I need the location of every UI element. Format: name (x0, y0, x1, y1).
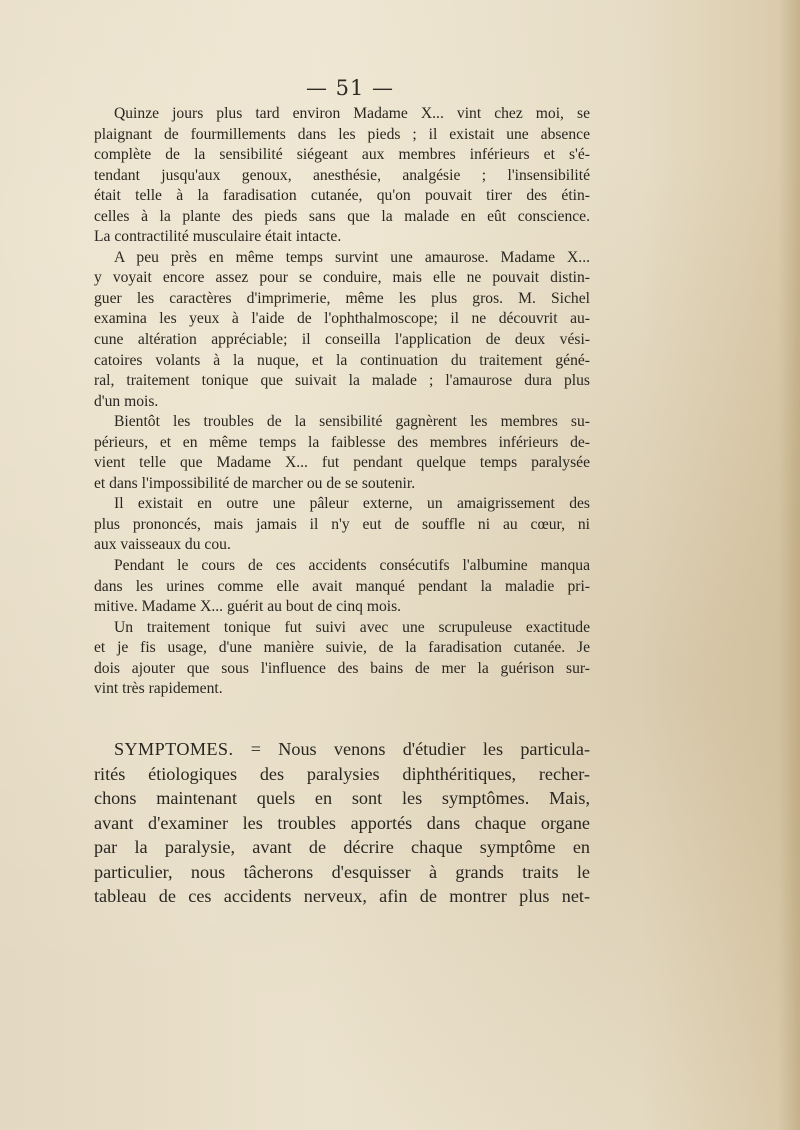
text-line: d'un mois. (94, 392, 159, 410)
text-line: guer les caractères d'imprimerie, même les plus gros. M. Sichel (94, 289, 590, 307)
text-line: périeurs, et en même temps la faiblesse des membres inférieurs de- (94, 433, 590, 451)
text-line: tendant jusqu'aux genoux, anesthésie, analgésie ; l'insensibilité (94, 166, 590, 184)
text-line: plus prononcés, mais jamais il n'y eut de souffle ni au cœur, ni (94, 515, 590, 533)
text-line: catoires volants à la nuque, et la continuation du traitement géné- (94, 351, 590, 369)
symptomes-line: par la paralysie, avant de décrire chaque symptôme en (94, 837, 590, 857)
symptomes-section (94, 737, 590, 909)
symptomes-line: avant d'examiner les troubles apportés dans chaque organe (94, 812, 590, 833)
case-report-text (94, 104, 590, 700)
text-line: celles à la plante des pieds sans que la malade en eût conscience. (94, 207, 590, 225)
text-line: y voyait encore assez pour se conduire, mais elle ne pouvait distin- (94, 269, 590, 287)
symptomes-heading: SYMPTOMES. (114, 739, 234, 759)
symptomes-line: rités étiologiques des paralysies diphthéritiques, recher- (94, 763, 590, 784)
text-line: ral, traitement tonique que suivait la malade ; l'amaurose dura plus (94, 372, 590, 390)
text-line: Un traitement tonique fut suivi avec une scrupuleuse exactitude (114, 618, 590, 636)
text-line: complète de la sensibilité siégeant aux membres inférieurs et s'é- (94, 146, 590, 164)
text-line: vint très rapidement. (94, 680, 223, 698)
text-line: et je fis usage, d'une manière suivie, de la faradisation cutanée. Je (94, 639, 590, 657)
text-line: dois ajouter que sous l'influence des bains de mer la guérison sur- (94, 659, 590, 677)
symptomes-first-line-rest: = Nous venons d'étudier les particula- (250, 739, 590, 759)
symptomes-line: particulier, nous tâcherons d'esquisser à grands traits le (94, 861, 590, 882)
symptomes-line: tableau de ces accidents nerveux, afin de montrer plus net- (94, 886, 590, 906)
text-line: et dans l'impossibilité de marcher ou de se soutenir. (94, 474, 416, 492)
text-line: vient telle que Madame X... fut pendant quelque temps paralysée (94, 454, 590, 472)
text-line: Quinze jours plus tard environ Madame X... vint chez moi, se (114, 105, 590, 122)
text-line: mitive. Madame X... guérit au bout de cinq mois. (94, 598, 402, 616)
symptomes-first-line (94, 737, 590, 762)
text-line: Pendant le cours de ces accidents consécutifs l'albumine manqua (114, 557, 590, 575)
text-line: aux vaisseaux du cou. (94, 536, 231, 554)
symptomes-line: chons maintenant quels en sont les symptômes. Mais, (94, 788, 590, 808)
text-line: examina les yeux à l'aide de l'ophthalmoscope; il ne découvrit au- (94, 310, 590, 328)
text-line: plaignant de fourmillements dans les pieds ; il existait une absence (94, 125, 590, 143)
text-line: cune altération appréciable; il conseilla l'application de deux vési- (94, 331, 590, 349)
text-line: La contractilité musculaire était intacte. (94, 228, 342, 246)
text-line: Il existait en outre une pâleur externe, un amaigrissement des (114, 495, 590, 513)
text-line: dans les urines comme elle avait manqué pendant la maladie pri- (94, 577, 590, 595)
page-number: — 51 — (305, 76, 395, 100)
text-line: A peu près en même temps survint une amaurose. Madame X... (114, 248, 590, 266)
page-edge-shadow (778, 0, 800, 1130)
text-line: Bientôt les troubles de la sensibilité gagnèrent les membres su- (114, 413, 590, 431)
text-line: était telle à la faradisation cutanée, qu'on pouvait tirer des étin- (94, 187, 590, 205)
